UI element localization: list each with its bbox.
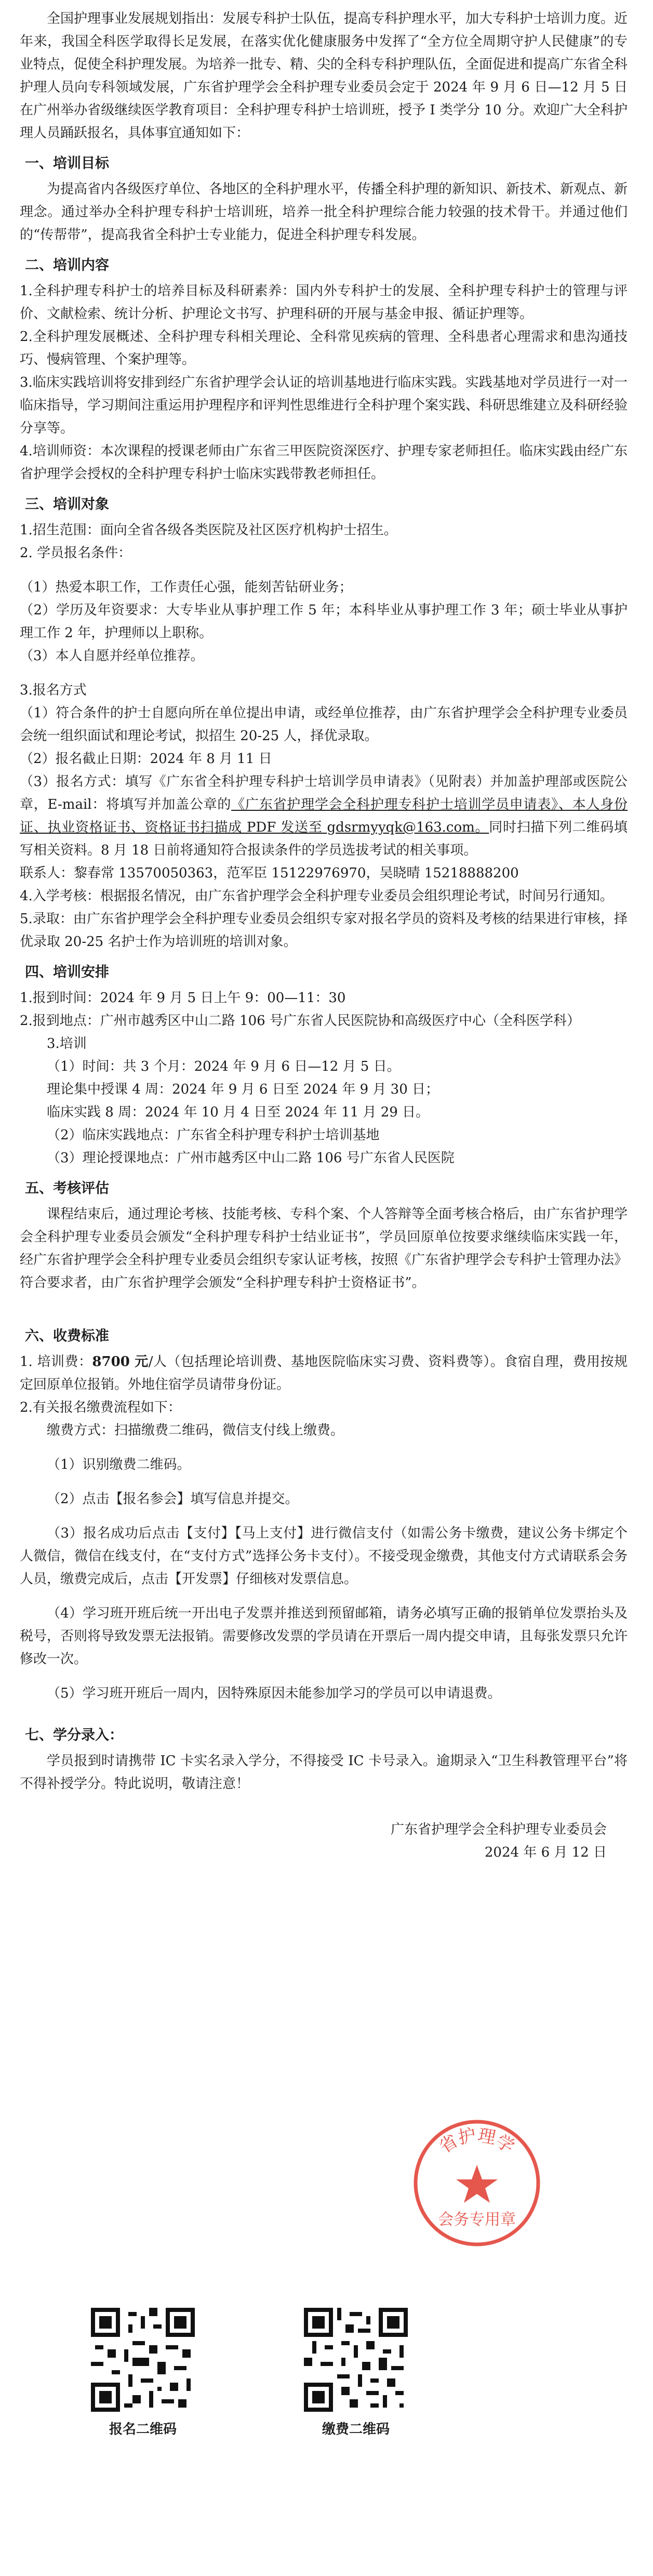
method-item: （1）符合条件的护士自愿向所在单位提出申请，或经单位推荐，由广东省护理学会全科护理专业委员会统一组织面试和理论考试，拟招生 20-25 人，择优录取。 bbox=[20, 705, 628, 744]
goal-paragraph: 为提高省内各级医疗单位、各地区的全科护理水平，传播全科护理的新知识、新技术、新观点、新理念。通过举办全科护理专科护士培训班，培养一批全科护理综合能力较强的技术骨干。并通过他们的“传帮带”，提高我省全科护士专业能力，促进全科护理专科发展。 bbox=[20, 181, 628, 243]
signature-org: 广东省护理学会全科护理专业委员会 bbox=[390, 1822, 607, 1837]
register-qr-code[interactable] bbox=[91, 2308, 195, 2412]
section-title-goal: 一、培训目标 bbox=[25, 155, 109, 172]
fee-details: /人（包括理论培训费、基地医院临床实习费、资料费等）。食宿自理，费用按规定回原单位报销。外地住宿学员请带身份证。 bbox=[20, 1354, 628, 1392]
official-seal bbox=[409, 2115, 544, 2251]
condition-item: （2）学历及年资要求：大专毕业从事护理工作 5 年；本科毕业从事护理工作 3 年；硕士毕业从事护理工作 2 年，护理师以上职称。 bbox=[20, 602, 628, 641]
payment-step: （5）学习班开班后一周内，因特殊原因未能参加学习的学员可以申请退费。 bbox=[47, 1686, 501, 1701]
section-title-assessment: 五、考核评估 bbox=[25, 1180, 109, 1197]
seal-bottom-text: 会务专用章 bbox=[438, 2211, 516, 2229]
schedule-item: 2.报到地点：广州市越秀区中山二路 106 号广东省人民医院协和高级医疗中心（全科医学科） bbox=[20, 1013, 580, 1029]
assessment-paragraph: 课程结束后，通过理论考核、技能考核、专科个案、个人答辩等全面考核合格后，由广东省护理学会全科护理专业委员会颁发“全科护理专科护士结业证书”，学员回原单位按要求继续临床实践一年，经广东省护理学会全科护理专业委员会组织专家认证考核，按照《广东省护理学会专科护士管理办法》符合要求者，由广东省护理学会颁发“全科护理专科护士资格证书”。 bbox=[20, 1206, 628, 1291]
signature-date: 2024 年 6 月 12 日 bbox=[484, 1845, 607, 1860]
method-text: 同时扫描下列二维码填写相关资料。8 月 18 日前将通知符合报读条件的学员选拔考试的相关事项。 bbox=[20, 820, 628, 858]
section-title-trainees: 三、培训对象 bbox=[25, 496, 109, 512]
schedule-item: 3.培训 bbox=[47, 1036, 87, 1052]
method-text: （3）报名方式：填写《广东省全科护理专科护士培训学员申请表》（见附表）并加盖护理部或医院公章，E-mail：将填写并加盖公章的 bbox=[20, 774, 628, 812]
payment-step: （1）识别缴费二维码。 bbox=[47, 1457, 191, 1473]
section-title-schedule: 四、培训安排 bbox=[25, 964, 109, 980]
schedule-item: 理论集中授课 4 周：2024 年 9 月 6 日至 2024 年 9 月 30 日； bbox=[47, 1082, 439, 1097]
flow-title: 2.有关报名缴费流程如下： bbox=[20, 1400, 181, 1415]
intro-paragraph: 全国护理事业发展规划指出：发展专科护士队伍，提高专科护理水平，加大专科护士培训力度。近年来，我国全科医学取得长足发展，在落实优化健康服务中发挥了“全方位全周期守护人民健康”的专业特点，促使全科护理发展。为培养一批专、精、尖的全科专科护理队伍，全面促进和提高广东省全科护理人员向专科领域发展，广东省护理学会全科护理专业委员会定于 2024 年 9 月 6 日—12 月 5 日在广州举办省级继续医学教育项目：全科护理专科护士培训班，授予 I 类学分 10 分。欢迎广大全科护理人员踊跃报名，具体事宜通知如下： bbox=[20, 11, 628, 141]
payment-step: （3）报名成功后点击【支付】【马上支付】进行微信支付（如需公务卡缴费，建议公务卡绑定个人微信，微信在线支付，在“支付方式”选择公务卡支付）。不接受现金缴费，其他支付方式请联系会务人员，缴费完成后，点击【开发票】仔细核对发票信息。 bbox=[20, 1526, 628, 1587]
section-title-content: 二、培训内容 bbox=[25, 257, 109, 273]
schedule-item: （1）时间：共 3 个月：2024 年 9 月 6 日—12 月 5 日。 bbox=[47, 1059, 401, 1074]
schedule-item: 临床实践 8 周：2024 年 10 月 4 日至 2024 年 11 月 29 日。 bbox=[47, 1105, 430, 1120]
content-item: 4.培训师资：本次课程的授课老师由广东省三甲医院资深医疗、护理专家老师担任。临床实践由经广东省护理学会授权的全科护理专科护士临床实践带教老师担任。 bbox=[20, 443, 628, 482]
payment-way: 缴费方式：扫描缴费二维码，微信支付线上缴费。 bbox=[47, 1423, 344, 1438]
fee-label: 1. 培训费： bbox=[20, 1354, 92, 1370]
deadline-item: （2）报名截止日期：2024 年 8 月 11 日 bbox=[20, 751, 272, 767]
pay-qr-code[interactable] bbox=[304, 2308, 408, 2412]
condition-item: （3）本人自愿并经单位推荐。 bbox=[20, 648, 204, 664]
admit-item: 5.录取：由广东省护理学会全科护理专业委员会组织专家对报名学员的资料及考核的结果进行审核，择优录取 20-25 名护士作为培训班的培训对象。 bbox=[20, 911, 628, 950]
pay-qr-block bbox=[278, 2308, 434, 2441]
schedule-item: （2）临床实践地点：广东省全科护理专科护士培训基地 bbox=[47, 1127, 380, 1143]
conditions-title: 2. 学员报名条件： bbox=[20, 545, 132, 561]
email-link[interactable]: 《广东省护理学会全科护理专科护士培训学员申请表》、本人身份证、执业资格证书、资格证书扫描成 PDF 发送至 gdsrmyyqk@163.com。 bbox=[20, 797, 628, 835]
method-title: 3.报名方式 bbox=[20, 682, 87, 698]
content-item: 1.全科护理专科护士的培养目标及科研素养：国内外专科护士的发展、全科护理专科护士的管理与评价、文献检索、统计分析、护理论文书写、护理科研的开展与基金申报、循证护理等。 bbox=[20, 283, 628, 322]
register-qr-block bbox=[65, 2308, 221, 2441]
schedule-item: （3）理论授课地点：广州市越秀区中山二路 106 号广东省人民医院 bbox=[47, 1150, 455, 1166]
method-item bbox=[20, 770, 628, 862]
content-item: 2.全科护理发展概述、全科护理专科相关理论、全科常见疾病的管理、全科患者心理需求和患沟通技巧、慢病管理、个案护理等。 bbox=[20, 329, 628, 367]
fee-line bbox=[20, 1350, 628, 1396]
fee-amount: 8700 元 bbox=[92, 1354, 149, 1370]
exam-item: 4.入学考核：根据报名情况，由广东省护理学会全科护理专业委员会组织理论考试，时间另行通知。 bbox=[20, 888, 614, 904]
pay-qr-label: 缴费二维码 bbox=[322, 2422, 390, 2437]
section-title-credits: 七、学分录入： bbox=[25, 1727, 123, 1743]
notice-body bbox=[20, 7, 628, 1864]
schedule-item: 1.报到时间：2024 年 9 月 5 日上午 9：00—11：30 bbox=[20, 990, 346, 1006]
contact-line: 联系人：黎春常 13570050363，范军臣 15122976970，吴晓晴 15218888200 bbox=[20, 865, 519, 881]
condition-item: （1）热爱本职工作，工作责任心强，能刻苦钻研业务； bbox=[20, 580, 353, 595]
seal-top-text: 省护理学 bbox=[435, 2124, 518, 2158]
register-qr-label: 报名二维码 bbox=[109, 2422, 177, 2437]
section-title-fees: 六、收费标准 bbox=[25, 1328, 109, 1344]
payment-step: （2）点击【报名参会】填写信息并提交。 bbox=[47, 1491, 299, 1507]
credits-paragraph: 学员报到时请携带 IC 卡实名录入学分，不得接受 IC 卡号录入。逾期录入“卫生科教管理平台”将不得补授学分。特此说明，敬请注意！ bbox=[20, 1753, 628, 1792]
payment-step: （4）学习班开班后统一开出电子发票并推送到预留邮箱，请务必填写正确的报销单位发票抬头及税号，否则将导致发票无法报销。需要修改发票的学员请在开票后一周内提交申请，且每张发票只允许修改一次。 bbox=[20, 1606, 628, 1667]
content-item: 3.临床实践培训将安排到经广东省护理学会认证的培训基地进行临床实践。实践基地对学员进行一对一临床指导，学习期间注重运用护理程序和评判性思维进行全科护理个案实践、科研思维建立及科研经验分享等。 bbox=[20, 375, 628, 436]
enroll-scope: 1.招生范围：面向全省各级各类医院及社区医疗机构护士招生。 bbox=[20, 522, 397, 538]
